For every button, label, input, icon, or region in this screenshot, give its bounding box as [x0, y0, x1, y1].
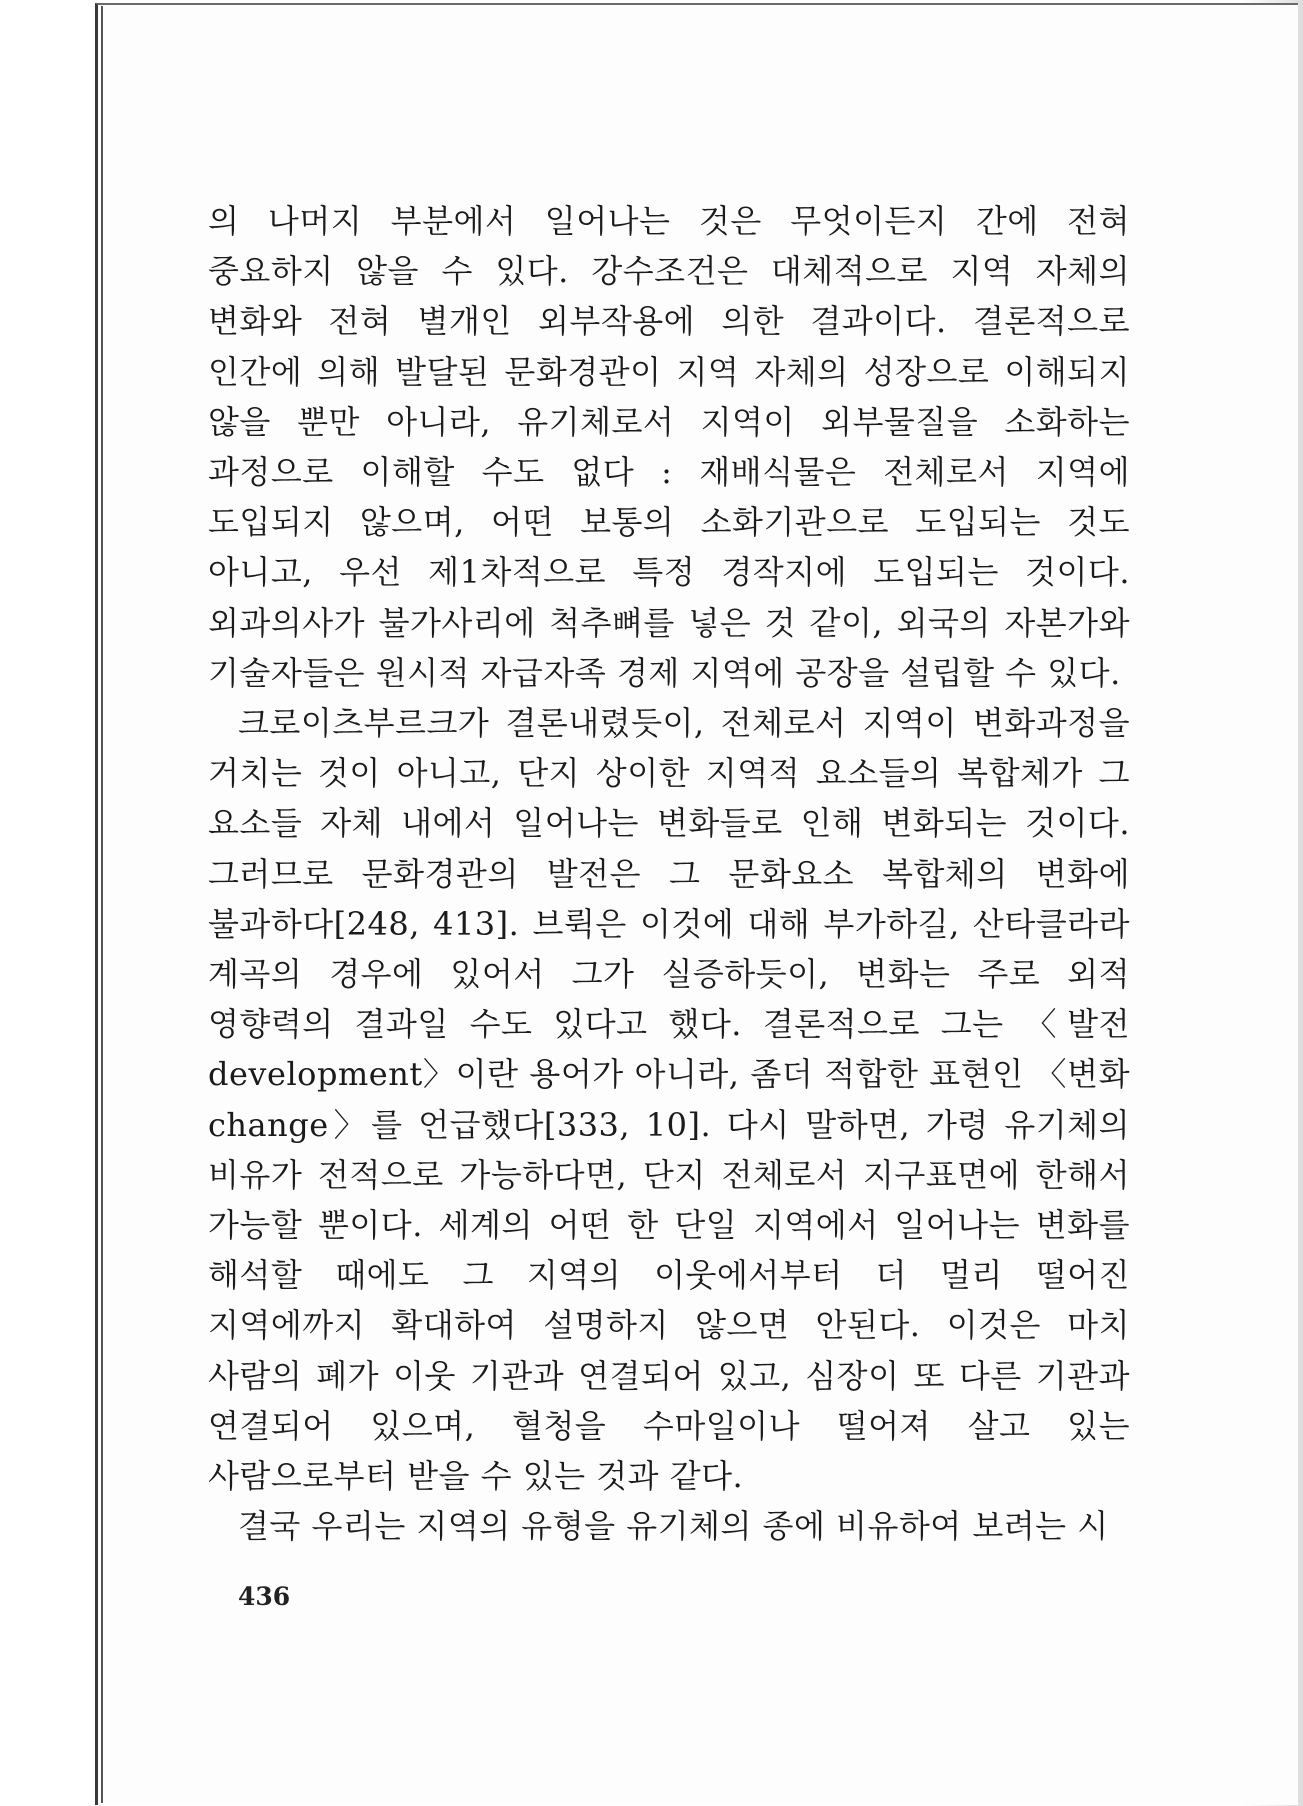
page-body: [208, 196, 1130, 1551]
paragraph-2: 크로이츠부르크가 결론내렸듯이, 전체로서 지역이 변화과정을 거치는 것이 아니고, 단지 상이한 지역적 요소들의 복합체가 그 요소들 자체 내에서 일어나는 변화들로 인해 변화되는 것이다. 그러므로 문화경관의 발전은 그 문화요소 복합체의 변화에 불과하다[248, 413]. 브뤽은 이것에 대해 부가하길, 산타클라라 계곡의 경우에 있어서 그가 실증하듯이, 변화는 주로 외적 영향력의 결과일 수도 있다고 했다. 결론적으로 그는 〈발전 development〉이란 용어가 아니라, 좀더 적합한 표현인 〈변화 change〉를 언급했다[333, 10]. 다시 말하면, 가령 유기체의 비유가 전적으로 가능하다면, 단지 전체로서 지구표면에 한해서 가능할 뿐이다. 세계의 어떤 한 단일 지역에서 일어나는 변화를 해석할 때에도 그 지역의 이웃에서부터 더 멀리 떨어진 지역에까지 확대하여 설명하지 않으면 안된다. 이것은 마치 사람의 폐가 이웃 기관과 연결되어 있고, 심장이 또 다른 기관과 연결되어 있으며, 혈청을 수마일이나 떨어져 살고 있는 사람으로부터 받을 수 있는 것과 같다.: [208, 704, 1130, 1496]
page-edge-line: [101, 6, 103, 1803]
page-number: 436: [238, 1582, 291, 1611]
paragraph-1: 의 나머지 부분에서 일어나는 것은 무엇이든지 간에 전혀 중요하지 않을 수 있다. 강수조건은 대체적으로 지역 자체의 변화와 전혀 별개인 외부작용에 의한 결과이다. 결론적으로 인간에 의해 발달된 문화경관이 지역 자체의 성장으로 이해되지 않을 뿐만 아니라, 유기체로서 지역이 외부물질을 소화하는 과정으로 이해할 수도 없다 : 재배식물은 전체로서 지역에 도입되지 않으며, 어떤 보통의 소화기관으로 도입되는 것도 아니고, 우선 제1차적으로 특정 경작지에 도입되는 것이다. 외과의사가 불가사리에 척추뼈를 넣은 것 같이, 외국의 자본가와 기술자들은 원시적 자급자족 경제 지역에 공장을 설립할 수 있다.: [208, 202, 1130, 692]
paragraph-3: 결국 우리는 지역의 유형을 유기체의 종에 비유하여 보려는 시: [238, 1507, 1109, 1546]
